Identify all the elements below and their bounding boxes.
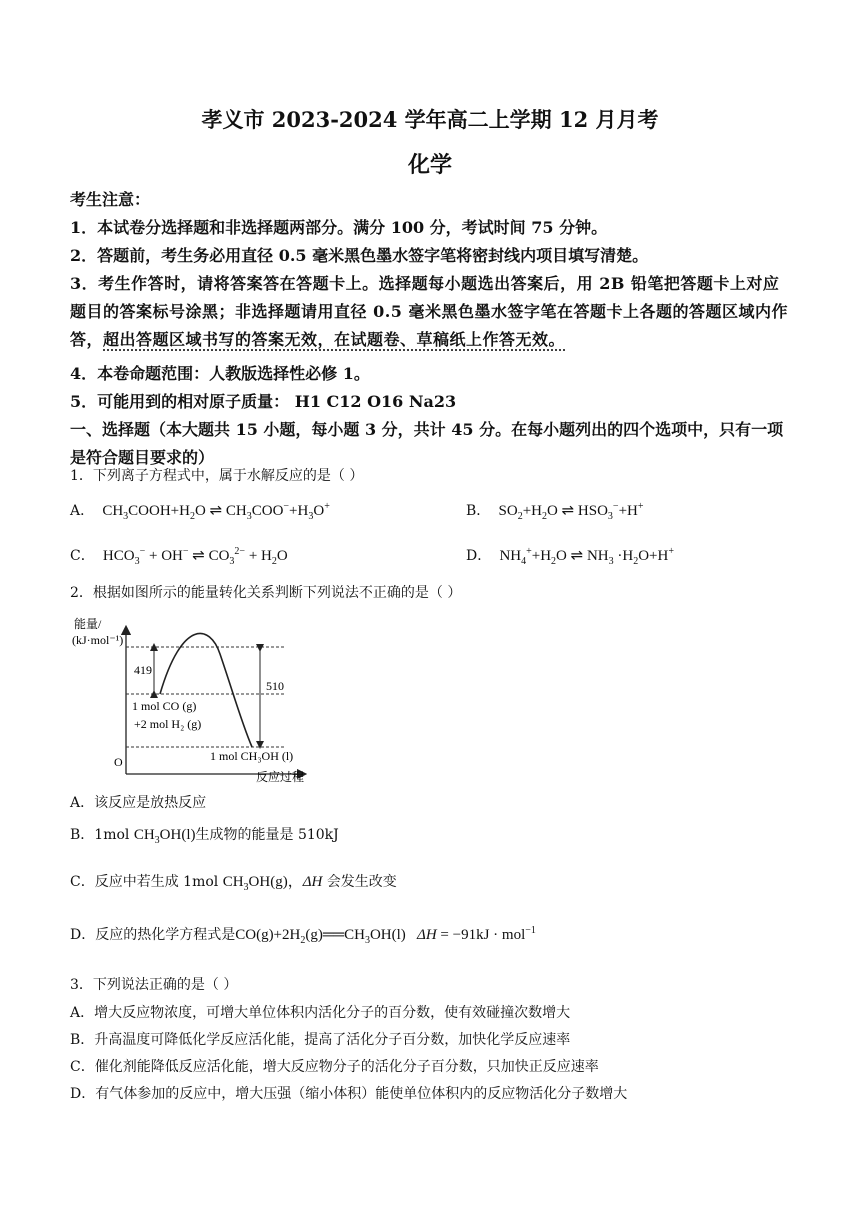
q3-stem: 3．下列说法正确的是（ ） — [70, 977, 238, 993]
notice-item-3: 3．考生作答时，请将答案答在答题卡上。选择题每小题选出答案后，用 2B 铅笔把答题卡上对应题目的答案标号涂黑；非选择题请用直径 0.5 毫米黑色墨水签字笔在答题卡上各题的答题区域内作答，超出答题区域书写的答案无效，在试题卷、草稿纸上作答无效。 — [70, 274, 788, 349]
q2-b-formula: $CH_3OH(l)$ — [133, 827, 196, 846]
q2-option-c: C．反应中若生成 1mol $CH_3OH(g)$，ΔH 会发生改变 — [70, 874, 397, 893]
energy-diagram — [70, 614, 330, 784]
y-label-1: 能量/ — [74, 617, 102, 631]
q1-equation-d: $NH_4^++H_2O$ ⇌ $NH_3 \cdot H_2O+H^+$ — [495, 546, 674, 567]
q1-equation-b: $SO_2+H_2O$ ⇌ $HSO_3^-+H^+$ — [494, 501, 644, 522]
notice-item-2: 2．答题前，考生务必用直径 0.5 毫米黑色墨水签字笔将密封线内项目填写清楚。 — [70, 246, 649, 265]
notice-heading: 考生注意： — [70, 190, 151, 209]
q3-option-a: A．增大反应物浓度，可增大单位体积内活化分子的百分数，使有效碰撞次数增大 — [70, 1005, 571, 1021]
q1-stem: 1．下列离子方程式中，属于水解反应的是（ ） — [70, 468, 364, 484]
q3-option-c: C．催化剂能降低反应活化能，增大反应物分子的活化分子百分数，只加快正反应速率 — [70, 1059, 599, 1075]
product-label: 1 mol CH₃OH (l) — [210, 749, 294, 763]
q2-d-equation: $CO(g)+2H_2(g)══CH_3OH(l) \Delta H = -91kJ \cdot mol^{-1}$ — [235, 925, 536, 946]
reactant-label-1: 1 mol CO (g) — [132, 699, 197, 713]
q3-option-b: B．升高温度可降低化学反应活化能，提高了活化分子百分数，加快化学反应速率 — [70, 1032, 571, 1048]
label-510: 510 — [266, 679, 284, 693]
notice-block — [70, 186, 792, 472]
q1-equation-a: $CH_3COOH+H_2O$ ⇌ $CH_3COO^-+H_3O^+$ — [98, 501, 330, 522]
q1-equation-c: $HCO_3^- + OH^-$ ⇌ $CO_3^{2-} + H_2O$ — [99, 546, 288, 567]
origin-label: O — [114, 755, 123, 769]
subject-title: 化学 — [407, 152, 452, 178]
x-label: 反应过程 — [256, 770, 305, 784]
notice-item-1: 1．本试卷分选择题和非选择题两部分。满分 100 分，考试时间 75 分钟。 — [70, 218, 608, 237]
q2-stem: 2．根据如图所示的能量转化关系判断下列说法不正确的是（ ） — [70, 585, 462, 601]
notice-item-3-emphasis: 超出答题区域书写的答案无效，在试题卷、草稿纸上作答无效。 — [103, 330, 566, 349]
section-title: 一、选择题（本大题共 15 小题，每小题 3 分，共计 45 分。在每小题列出的四个选项中，只有一项是符合题目要求的） — [70, 420, 784, 467]
q1-option-b: B． $SO_2+H_2O$ ⇌ $HSO_3^-+H^+$ — [466, 501, 644, 522]
exam-title: 孝义市 2023-2024 学年高二上学期 12 月月考 — [201, 107, 659, 132]
q2-c-formula: $CH_3OH(g)$，ΔH — [222, 874, 323, 893]
y-label-2: (kJ·mol⁻¹) — [72, 633, 124, 647]
q3-option-d: D．有气体参加的反应中，增大压强（缩小体积）能使单位体积内的反应物活化分子数增大 — [70, 1086, 628, 1102]
q2-option-b: B．1mol $CH_3OH(l)$生成物的能量是 510kJ — [70, 827, 339, 846]
q2-option-d: D．反应的热化学方程式是$CO(g)+2H_2(g)══CH_3OH(l) \Delta H = -91kJ \cdot mol^{-1}$ — [70, 925, 536, 946]
q1-option-c: C． $HCO_3^- + OH^-$ ⇌ $CO_3^{2-} + H_2O$ — [70, 546, 288, 567]
notice-item-5: 5．可能用到的相对原子质量： H1 C12 O16 Na23 — [70, 392, 457, 411]
q1-option-a: A． $CH_3COOH+H_2O$ ⇌ $CH_3COO^-+H_3O^+$ — [70, 501, 330, 522]
label-419: 419 — [134, 663, 152, 677]
q2-option-a: A．该反应是放热反应 — [70, 795, 207, 811]
reactant-label-2: +2 mol H₂ (g) — [134, 717, 202, 731]
q1-option-d: D． $NH_4^++H_2O$ ⇌ $NH_3 \cdot H_2O+H^+$ — [466, 546, 674, 567]
notice-item-4: 4．本卷命题范围：人教版选择性必修 1。 — [70, 364, 370, 383]
